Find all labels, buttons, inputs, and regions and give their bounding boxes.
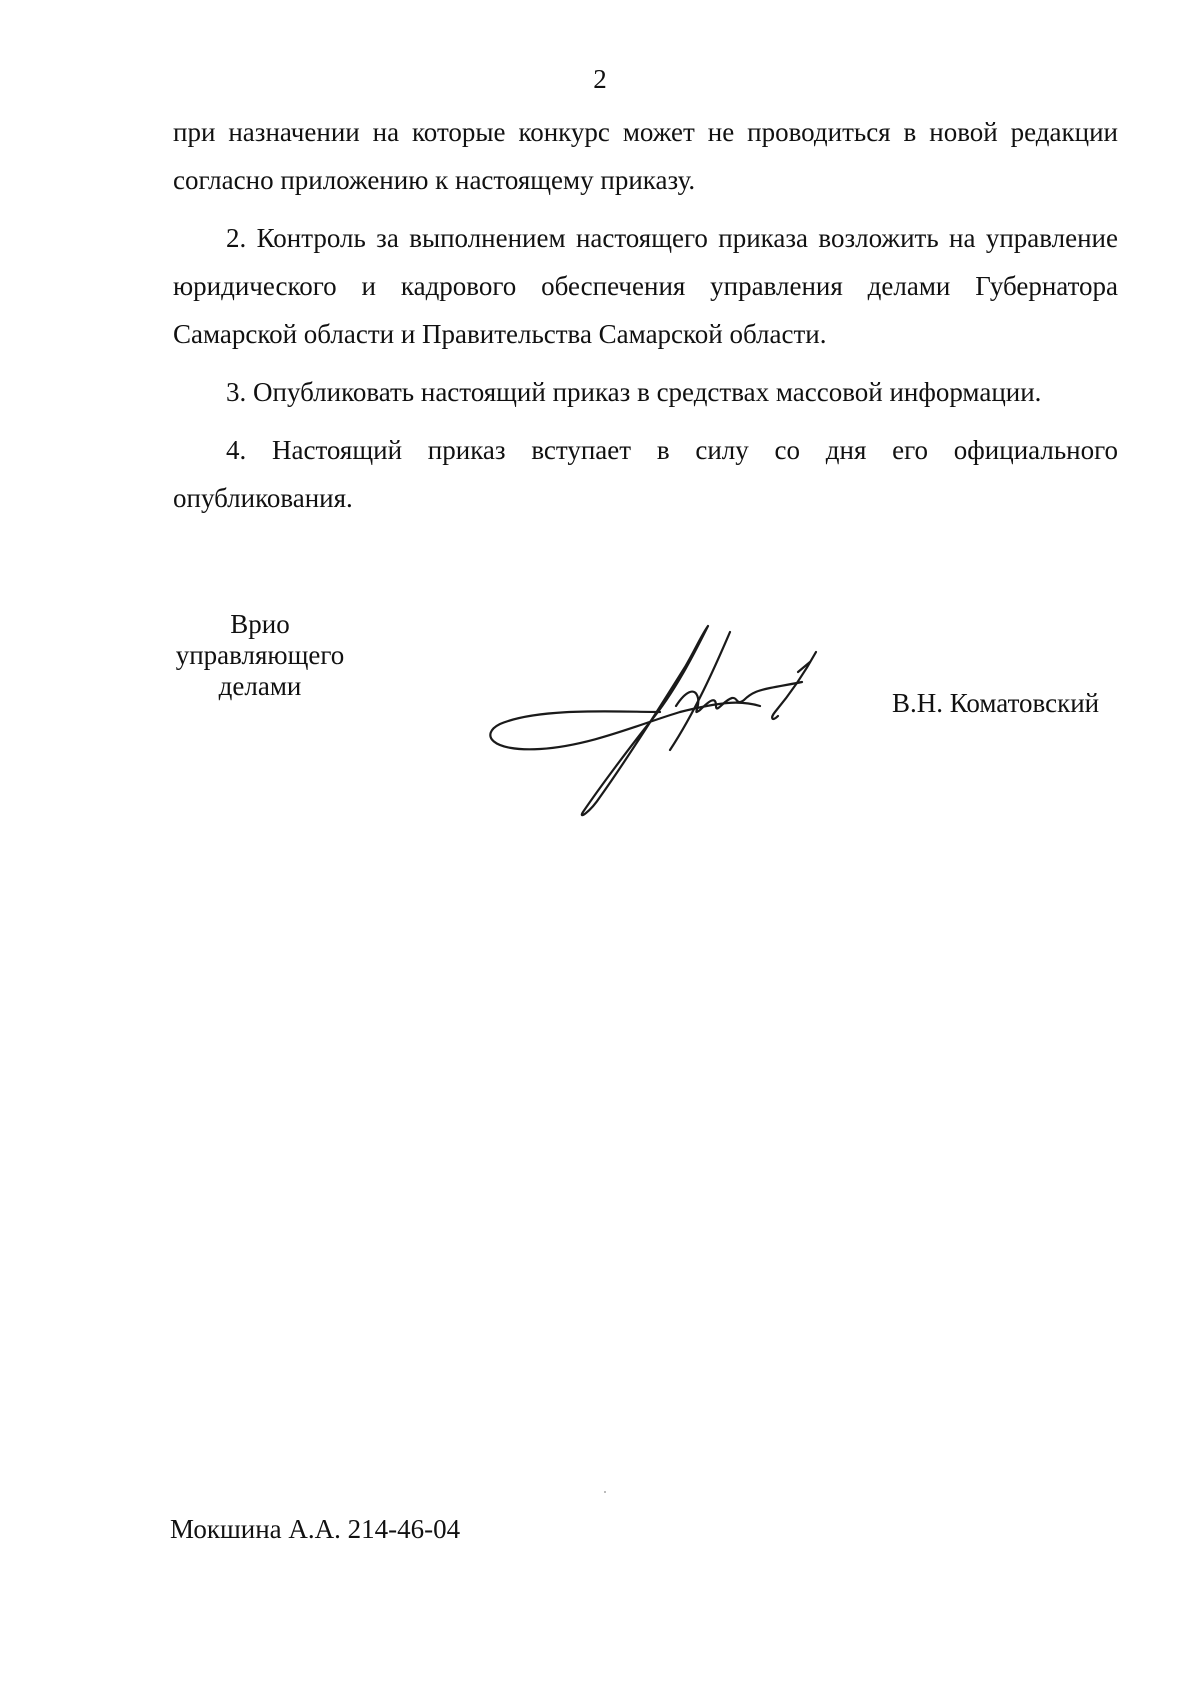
signer-title-line-2: управляющего <box>175 640 345 670</box>
document-body <box>173 108 1118 532</box>
page-number: 2 <box>593 64 607 94</box>
handwritten-signature <box>480 612 880 822</box>
footer-contact: Мокшина А.А. 214-46-04 <box>170 1514 461 1544</box>
signer-title-line-1: Врио <box>230 609 290 639</box>
paragraph-item-3: 3. Опубликовать настоящий приказ в средствах массовой информации. <box>226 377 1042 407</box>
signature-main-stroke <box>582 626 708 815</box>
signature-loop-stroke <box>490 703 760 750</box>
paragraph-item-4: 4. Настоящий приказ вступает в силу со дня его официального опубликования. <box>173 435 1118 513</box>
signer-title-line-3: делами <box>218 671 302 701</box>
signer-name: В.Н. Коматовский <box>892 688 1100 718</box>
signer-title <box>160 609 360 702</box>
signature-second-stroke <box>670 632 730 750</box>
paragraph-item-2: 2. Контроль за выполнением настоящего приказа возложить на управление юридического и кадрового обеспечения управления делами Губернатора Самарской области и Правительства Самарской области. <box>173 223 1118 349</box>
scan-speck <box>604 1491 606 1493</box>
paragraph-continuation: при назначении на которые конкурс может не проводиться в новой редакции согласно приложению к настоящему приказу. <box>173 117 1118 195</box>
